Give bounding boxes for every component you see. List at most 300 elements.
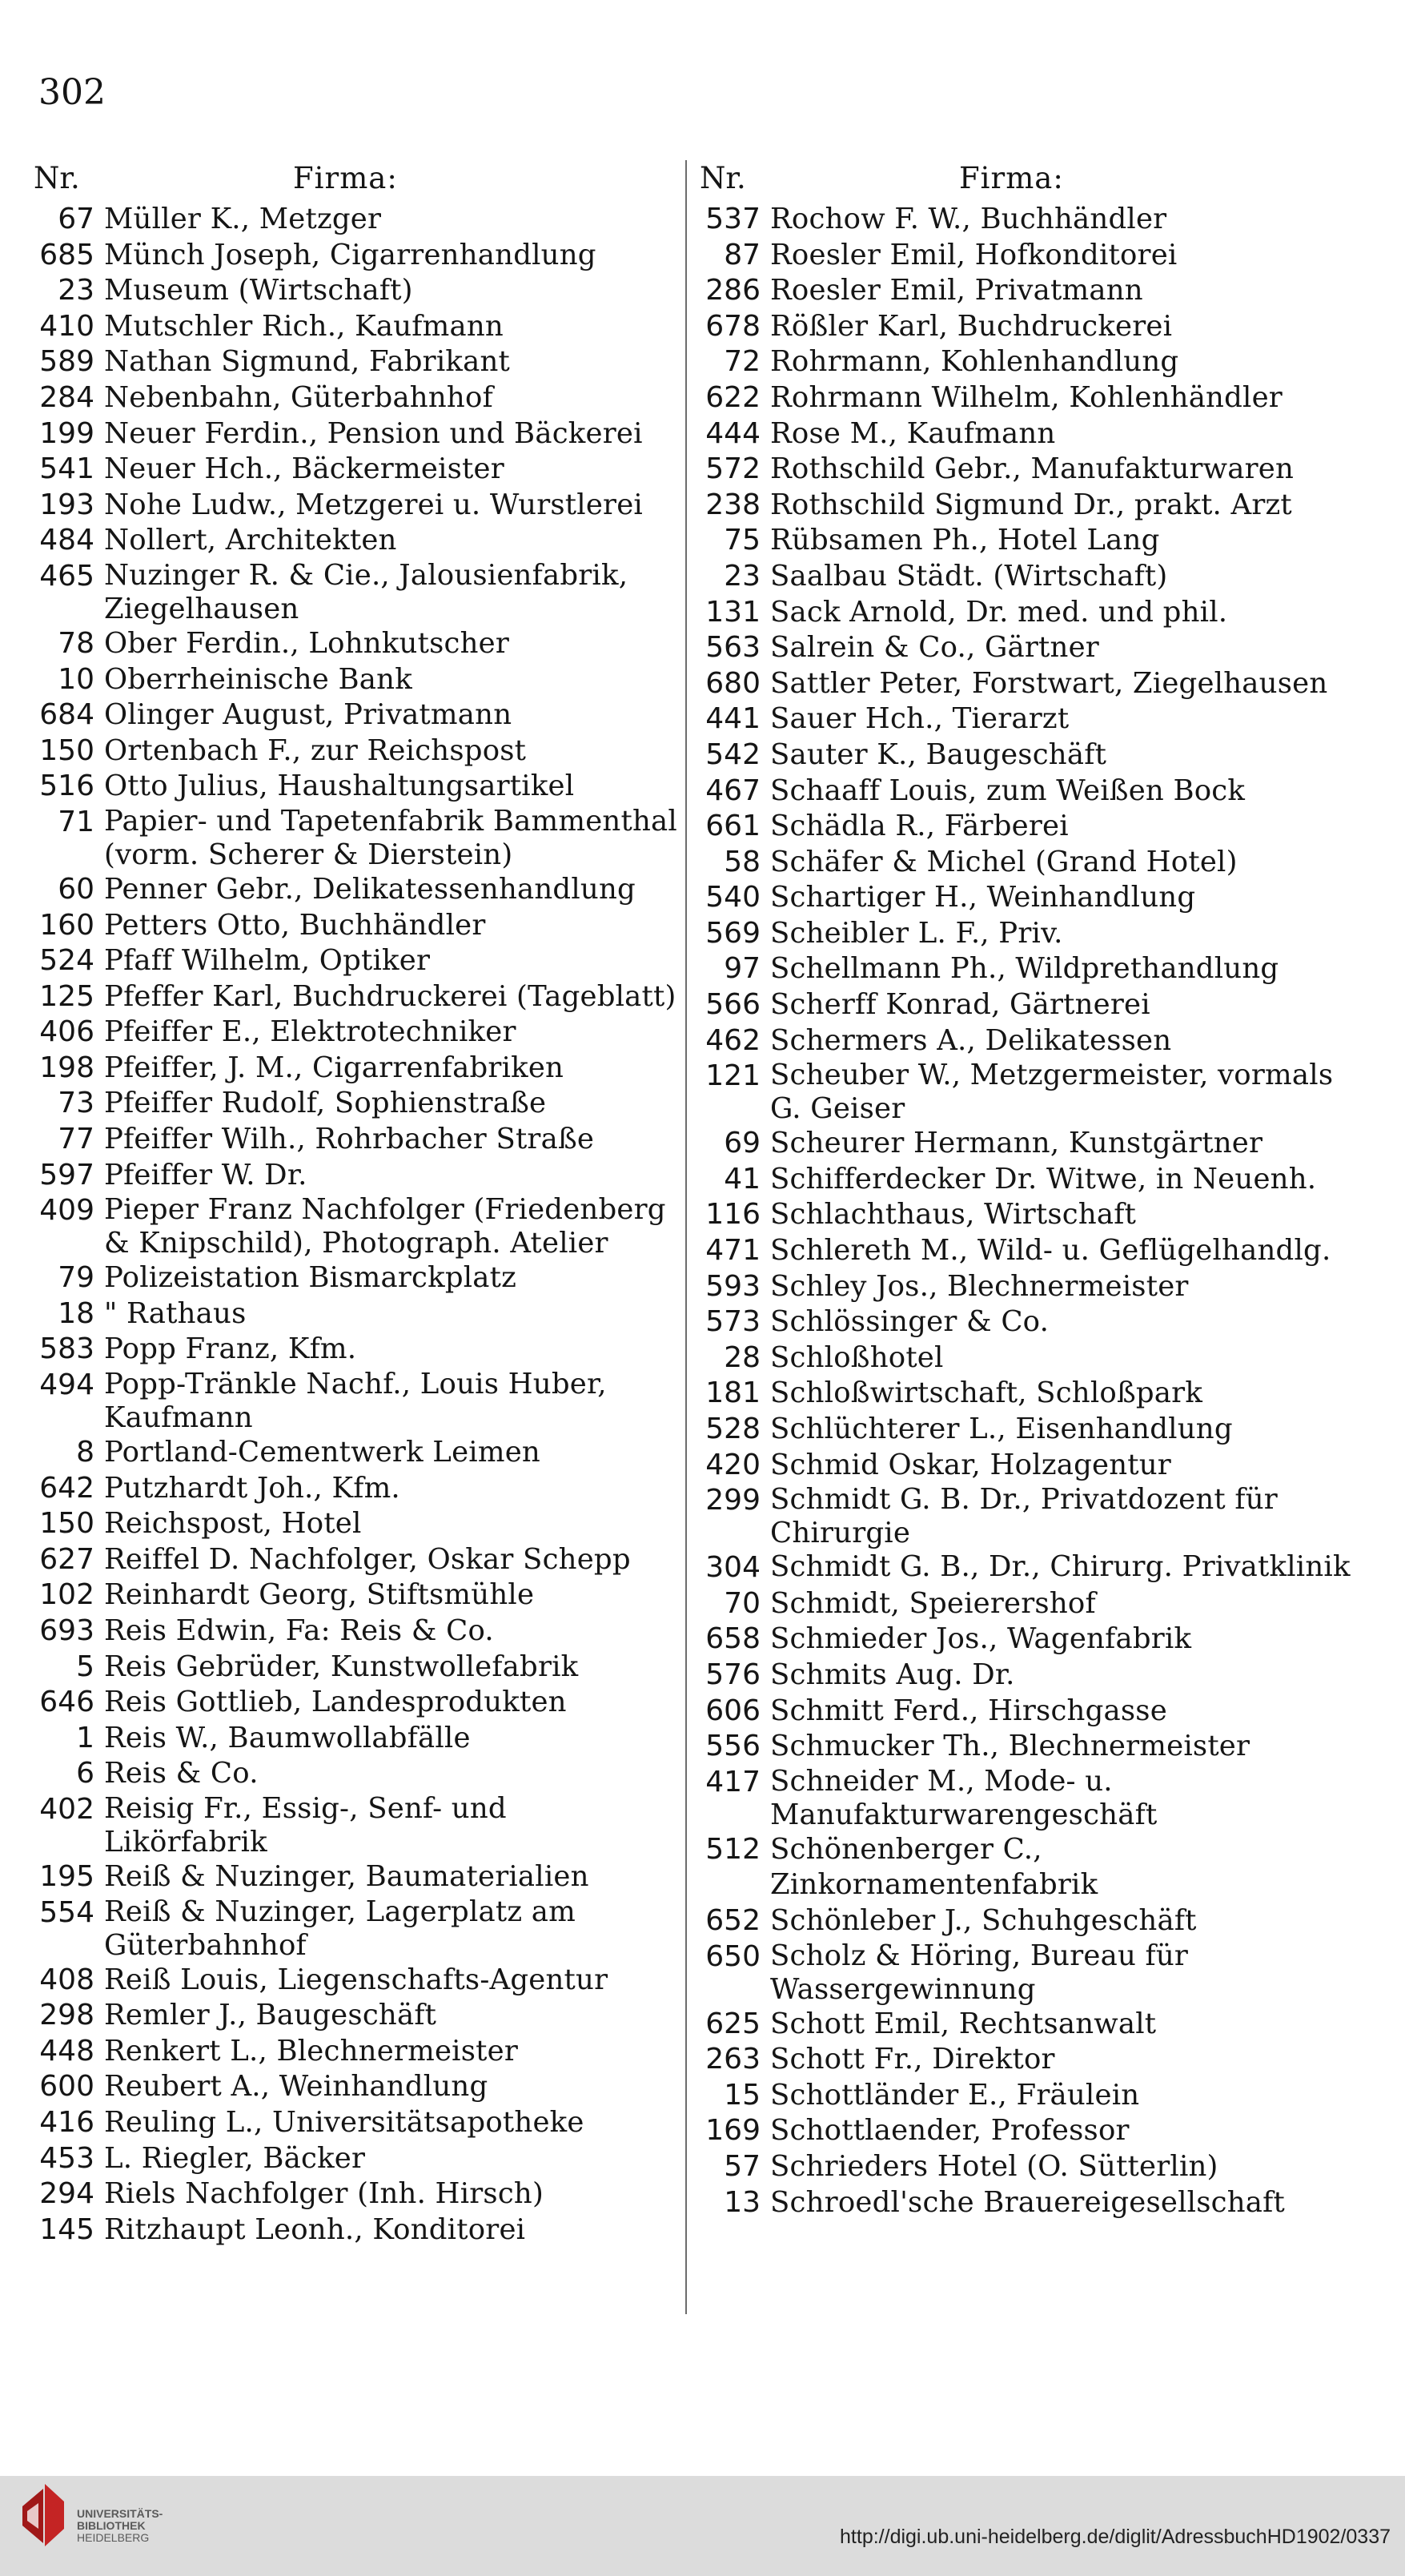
directory-entry (695, 880, 1351, 916)
entry-number: 73 (58, 1087, 94, 1120)
entry-firm-name: Rohrmann Wilhelm, Kohlenhändler (770, 380, 1283, 414)
directory-entry (695, 1126, 1351, 1162)
directory-entry (695, 1340, 1351, 1376)
entry-number: 198 (39, 1051, 94, 1084)
entry-number: 444 (705, 416, 761, 450)
entry-firm-name: Schloßwirtschaft, Schloßpark (770, 1376, 1203, 1410)
entry-firm-name: Reubert A., Weinhandlung (104, 2070, 488, 2104)
entry-number: 467 (705, 774, 761, 807)
entry-firm-name: Schmidt G. B., Dr., Chirurg. Privatklinik (770, 1550, 1351, 1584)
directory-entry (695, 2078, 1351, 2114)
entry-firm-name: Schlereth M., Wild- u. Geflügelhandlg. (770, 1234, 1331, 1268)
entry-firm-name: Schmidt G. B. Dr., Privatdozent für Chirurgie (770, 1483, 1278, 1550)
entry-firm-name: Schloßhotel (770, 1340, 944, 1374)
entry-firm-name: Schmucker Th., Blechnermeister (770, 1730, 1250, 1763)
directory-entry (29, 662, 677, 698)
directory-entry (695, 202, 1351, 238)
entry-firm-name: Schott Emil, Rechtsanwalt (770, 2007, 1157, 2040)
entry-firm-name: Oberrheinische Bank (104, 662, 412, 696)
entry-number: 512 (705, 1832, 761, 1866)
directory-entry (29, 488, 677, 524)
entry-firm-name: Reis Gottlieb, Landesprodukten (104, 1686, 567, 1719)
left-entries (29, 202, 677, 2248)
entry-firm-name: Popp-Tränkle Nachf., Louis Huber, Kaufmann (104, 1368, 607, 1435)
entry-firm-name: Schmieder Jos., Wagenfabrik (770, 1622, 1192, 1656)
directory-entry (29, 2141, 677, 2177)
entry-firm-name: Pieper Franz Nachfolger (Friedenberg & Knipschild), Photograph. Atelier (104, 1193, 666, 1260)
directory-entry (695, 1586, 1351, 1622)
entry-firm-name: Reis Edwin, Fa: Reis & Co. (104, 1614, 494, 1647)
directory-entry (695, 701, 1351, 737)
entry-firm-name: Schermers A., Delikatessen (770, 1023, 1172, 1057)
entry-firm-name: Schädla R., Färberei (770, 810, 1069, 843)
left-column-header (29, 155, 677, 202)
entry-number: 537 (705, 203, 761, 235)
entry-number: 680 (705, 666, 761, 700)
directory-entry (695, 845, 1351, 881)
directory-entry (695, 630, 1351, 666)
logo-line: HEIDELBERG (77, 2531, 150, 2544)
entry-firm-name: Schönleber J., Schuhgeschäft (770, 1903, 1197, 1937)
entry-firm-name: Müller K., Metzger (104, 203, 382, 235)
entry-firm-name: Nuzinger R. & Cie., Jalousienfabrik, Ziegelhausen (104, 558, 628, 625)
entry-number: 416 (39, 2105, 94, 2139)
entry-firm-name: Papier- und Tapetenfabrik Bammenthal (vorm. Scherer & Dierstein) (104, 804, 677, 871)
entry-number: 8 (76, 1436, 94, 1469)
directory-entry (695, 737, 1351, 774)
directory-entry (695, 1765, 1351, 1832)
entry-firm-name: Nohe Ludw., Metzgerei u. Wurstlerei (104, 488, 643, 521)
entry-firm-name: Nathan Sigmund, Fabrikant (104, 345, 510, 379)
entry-firm-name: Ober Ferdin., Lohnkutscher (104, 626, 510, 660)
directory-entry (695, 774, 1351, 810)
entry-firm-name: Schmitt Ferd., Hirschgasse (770, 1694, 1167, 1727)
entry-firm-name: Schottländer E., Fräulein (770, 2078, 1140, 2112)
entry-number: 125 (39, 979, 94, 1013)
directory-entry (695, 1939, 1351, 2007)
entry-number: 28 (724, 1340, 761, 1374)
entry-number: 23 (724, 559, 761, 593)
directory-entry (695, 2185, 1351, 2221)
entry-firm-name: Münch Joseph, Cigarrenhandlung (104, 238, 596, 271)
entry-number: 642 (39, 1471, 94, 1505)
entry-firm-name: Petters Otto, Buchhändler (104, 908, 486, 942)
directory-entry (695, 2007, 1351, 2043)
directory-entry (695, 1729, 1351, 1765)
entry-number: 199 (39, 416, 94, 450)
entry-firm-name: Schmidt, Speierershof (770, 1586, 1096, 1620)
page-number: 302 (38, 72, 106, 113)
entry-firm-name: Reiffel D. Nachfolger, Oskar Schepp (104, 1542, 631, 1576)
entry-number: 193 (39, 488, 94, 521)
entry-number: 554 (39, 1895, 94, 1929)
directory-entry (29, 908, 677, 944)
directory-entry (29, 1963, 677, 1999)
entry-number: 87 (724, 238, 761, 271)
entry-firm-name: Schaaff Louis, zum Weißen Bock (770, 774, 1246, 807)
entry-firm-name: Schifferdecker Dr. Witwe, in Neuenh. (770, 1162, 1317, 1196)
entry-number: 462 (705, 1023, 761, 1057)
entry-firm-name: Sattler Peter, Forstwart, Ziegelhausen (770, 666, 1328, 700)
entry-firm-name: Scheurer Hermann, Kunstgärtner (770, 1127, 1263, 1160)
directory-entry (695, 1903, 1351, 1939)
directory-entry (29, 733, 677, 770)
directory-entry (695, 1162, 1351, 1198)
entry-number: 181 (705, 1376, 761, 1410)
entry-number: 286 (705, 274, 761, 307)
entry-firm-name: Schneider M., Mode- u. Manufakturwarengeschäft (770, 1764, 1158, 1831)
entry-number: 72 (724, 345, 761, 379)
entry-firm-name: Pfeiffer W. Dr. (104, 1158, 307, 1192)
directory-entry (29, 1721, 677, 1757)
entry-firm-name: Ritzhaupt Leonh., Konditorei (104, 2212, 526, 2246)
entry-number: 1 (76, 1721, 94, 1754)
directory-entry (29, 1614, 677, 1650)
entry-number: 150 (39, 733, 94, 767)
directory-entry (695, 344, 1351, 380)
directory-entry (29, 452, 677, 488)
entry-number: 18 (58, 1296, 94, 1330)
directory-entry (29, 1542, 677, 1578)
entry-firm-name: Rößler Karl, Buchdruckerei (770, 309, 1173, 343)
entry-firm-name: Reis & Co. (104, 1757, 259, 1790)
entry-number: 465 (39, 559, 94, 593)
entry-firm-name: Schäfer & Michel (Grand Hotel) (770, 845, 1238, 878)
entry-firm-name: Pfaff Wilhelm, Optiker (104, 944, 431, 978)
directory-entry (29, 1332, 677, 1368)
entry-firm-name: Penner Gebr., Delikatessenhandlung (104, 872, 636, 906)
entry-number: 409 (39, 1194, 94, 1228)
entry-number: 6 (76, 1757, 94, 1790)
entry-number: 566 (705, 988, 761, 1022)
entry-firm-name: Roesler Emil, Privatmann (770, 274, 1143, 307)
directory-entry (695, 666, 1351, 702)
directory-entry (29, 1895, 677, 1963)
entry-number: 238 (705, 488, 761, 521)
entry-number: 417 (705, 1765, 761, 1798)
entry-number: 650 (705, 1939, 761, 1973)
entry-firm-name: Scheuber W., Metzgermeister, vormals G. Geiser (770, 1059, 1334, 1126)
directory-entry (29, 1158, 677, 1194)
entry-firm-name: Reiß & Nuzinger, Lagerplatz am Güterbahnhof (104, 1895, 576, 1962)
right-column-header (695, 155, 1351, 202)
directory-entry (695, 951, 1351, 987)
directory-entry (695, 1694, 1351, 1730)
entry-number: 402 (39, 1792, 94, 1826)
entry-number: 573 (705, 1305, 761, 1339)
entry-number: 576 (705, 1658, 761, 1691)
directory-entry (29, 309, 677, 345)
entry-number: 294 (39, 2177, 94, 2211)
entry-number: 494 (39, 1368, 94, 1402)
directory-entry (29, 1859, 677, 1895)
directory-entry (695, 1550, 1351, 1586)
entry-number: 420 (705, 1448, 761, 1481)
directory-entry (29, 1998, 677, 2034)
directory-entry (695, 1832, 1351, 1903)
directory-entry (695, 809, 1351, 845)
directory-entry (29, 1756, 677, 1792)
directory-entry (695, 2113, 1351, 2149)
entry-number: 589 (39, 345, 94, 379)
entry-number: 622 (705, 380, 761, 414)
entry-number: 77 (58, 1123, 94, 1156)
entry-number: 600 (39, 2070, 94, 2104)
entry-number: 563 (705, 631, 761, 665)
directory-entry (29, 1086, 677, 1122)
entry-firm-name: Reis W., Baumwollabfälle (104, 1721, 471, 1754)
entry-firm-name: Rochow F. W., Buchhändler (770, 203, 1167, 235)
entry-firm-name: Mutschler Rich., Kaufmann (104, 309, 504, 343)
entry-number: 583 (39, 1332, 94, 1366)
directory-entry (29, 1685, 677, 1721)
directory-entry (29, 1051, 677, 1087)
directory-entry (695, 523, 1351, 559)
entry-number: 41 (724, 1162, 761, 1196)
entry-number: 606 (705, 1694, 761, 1727)
entry-firm-name: Schellmann Ph., Wildprethandlung (770, 952, 1279, 986)
directory-entry (695, 1483, 1351, 1550)
directory-entry (695, 1658, 1351, 1694)
directory-entry (29, 2212, 677, 2248)
entry-number: 116 (705, 1198, 761, 1232)
directory-entry (29, 2034, 677, 2070)
directory-entry (29, 1368, 677, 1435)
directory-entry (29, 943, 677, 979)
entry-firm-name: Rübsamen Ph., Hotel Lang (770, 524, 1160, 557)
entry-number: 298 (39, 1999, 94, 2032)
directory-entry (29, 769, 677, 805)
entry-firm-name: Museum (Wirtschaft) (104, 274, 413, 307)
entry-number: 627 (39, 1542, 94, 1576)
entry-firm-name: Pfeffer Karl, Buchdruckerei (Tageblatt) (104, 979, 676, 1013)
entry-firm-name: Otto Julius, Haushaltungsartikel (104, 770, 575, 803)
entry-firm-name: Putzhardt Joh., Kfm. (104, 1471, 400, 1505)
logo-line: UNIVERSITÄTS- (77, 2507, 163, 2520)
entry-number: 75 (724, 524, 761, 557)
entry-number: 597 (39, 1158, 94, 1192)
entry-firm-name: Schrieders Hotel (O. Sütterlin) (770, 2149, 1218, 2183)
entry-number: 23 (58, 274, 94, 307)
entry-number: 646 (39, 1686, 94, 1719)
entry-number: 102 (39, 1578, 94, 1612)
entry-number: 13 (724, 2185, 761, 2219)
entry-number: 684 (39, 698, 94, 732)
entry-firm-name: " Rathaus (104, 1296, 247, 1330)
nr-heading: Nr. (34, 161, 80, 195)
entry-number: 79 (58, 1261, 94, 1295)
entry-firm-name: Nollert, Architekten (104, 524, 397, 557)
entry-firm-name: Schlössinger & Co. (770, 1305, 1050, 1339)
column-divider (685, 160, 687, 2314)
directory-entry (695, 273, 1351, 309)
firma-heading: Firma: (959, 161, 1064, 195)
entry-firm-name: Pfeiffer E., Elektrotechniker (104, 1015, 516, 1049)
entry-number: 121 (705, 1059, 761, 1093)
library-logo-text (77, 2508, 163, 2544)
directory-entry (29, 872, 677, 908)
entry-number: 661 (705, 810, 761, 843)
firma-heading: Firma: (293, 161, 398, 195)
entry-firm-name: Reiß Louis, Liegenschafts-Agentur (104, 1963, 608, 1996)
directory-entry (695, 987, 1351, 1023)
directory-entry (695, 380, 1351, 416)
directory-entry (695, 595, 1351, 631)
entry-number: 70 (724, 1586, 761, 1620)
entry-firm-name: Roesler Emil, Hofkonditorei (770, 238, 1178, 271)
entry-number: 541 (39, 452, 94, 486)
entry-firm-name: Schmits Aug. Dr. (770, 1658, 1015, 1691)
entry-firm-name: Nebenbahn, Güterbahnhof (104, 380, 493, 414)
entry-number: 304 (705, 1551, 761, 1585)
entry-firm-name: Schlüchterer L., Eisenhandlung (770, 1413, 1233, 1445)
entry-firm-name: Rose M., Kaufmann (770, 416, 1056, 450)
directory-entry (29, 1122, 677, 1158)
directory-entry (29, 2069, 677, 2105)
entry-firm-name: Reiß & Nuzinger, Baumaterialien (104, 1859, 589, 1893)
directory-entry (29, 344, 677, 380)
entry-firm-name: Scheibler L. F., Priv. (770, 916, 1063, 950)
directory-entry (29, 697, 677, 733)
entry-firm-name: Pfeiffer Wilh., Rohrbacher Straße (104, 1123, 595, 1156)
directory-entry (695, 1412, 1351, 1448)
entry-firm-name: Ortenbach F., zur Reichspost (104, 733, 527, 767)
entry-number: 572 (705, 452, 761, 486)
entry-number: 15 (724, 2078, 761, 2112)
entry-number: 195 (39, 1859, 94, 1893)
entry-number: 169 (705, 2114, 761, 2148)
entry-number: 71 (58, 805, 94, 838)
directory-entry (29, 1506, 677, 1542)
entry-number: 556 (705, 1730, 761, 1763)
entry-firm-name: Neuer Hch., Bäckermeister (104, 452, 504, 486)
entry-number: 441 (705, 702, 761, 736)
entry-firm-name: Scholz & Höring, Bureau für Wassergewinnung (770, 1939, 1189, 2006)
entry-firm-name: Reichspost, Hotel (104, 1507, 362, 1541)
entry-firm-name: Schroedl'sche Brauereigesellschaft (770, 2185, 1285, 2219)
entry-firm-name: Schott Fr., Direktor (770, 2043, 1055, 2076)
entry-number: 284 (39, 380, 94, 414)
entry-number: 58 (724, 845, 761, 878)
entry-number: 263 (705, 2043, 761, 2076)
entry-number: 410 (39, 309, 94, 343)
directory-entry (695, 1269, 1351, 1305)
entry-firm-name: Schmid Oskar, Holzagentur (770, 1448, 1171, 1481)
directory-entry (695, 559, 1351, 595)
entry-firm-name: Rothschild Sigmund Dr., prakt. Arzt (770, 488, 1292, 521)
entry-number: 78 (58, 626, 94, 660)
entry-number: 67 (58, 203, 94, 235)
directory-entry (695, 238, 1351, 274)
directory-entry (29, 416, 677, 452)
entry-number: 5 (76, 1650, 94, 1683)
university-seal-icon (16, 2476, 70, 2556)
entry-number: 678 (705, 309, 761, 343)
directory-entry (29, 273, 677, 309)
entry-firm-name: Riels Nachfolger (Inh. Hirsch) (104, 2177, 544, 2211)
directory-entry (695, 916, 1351, 952)
directory-entry (29, 238, 677, 274)
entry-firm-name: Neuer Ferdin., Pension und Bäckerei (104, 416, 643, 450)
directory-entry (29, 2105, 677, 2141)
nr-heading: Nr. (700, 161, 746, 195)
entry-number: 593 (705, 1269, 761, 1303)
left-column (29, 155, 677, 2248)
entry-number: 160 (39, 908, 94, 942)
source-url-link[interactable]: http://digi.ub.uni-heidelberg.de/diglit/AdressbuchHD1902/0337 (840, 2526, 1391, 2548)
directory-entry (695, 416, 1351, 452)
right-column (695, 155, 1351, 2220)
entry-firm-name: Salrein & Co., Gärtner (770, 631, 1099, 665)
entry-firm-name: Schlachthaus, Wirtschaft (770, 1198, 1137, 1232)
entry-firm-name: Pfeiffer, J. M., Cigarrenfabriken (104, 1051, 564, 1084)
entry-number: 69 (724, 1127, 761, 1160)
entry-number: 625 (705, 2007, 761, 2040)
entry-number: 524 (39, 944, 94, 978)
directory-entry (695, 1304, 1351, 1340)
directory-entry (29, 1296, 677, 1332)
entry-number: 471 (705, 1234, 761, 1268)
directory-entry (695, 1376, 1351, 1412)
right-entries (695, 202, 1351, 2220)
entry-number: 569 (705, 916, 761, 950)
directory-entry (29, 1471, 677, 1507)
directory-entry (29, 1260, 677, 1296)
entry-firm-name: Scherff Konrad, Gärtnerei (770, 988, 1150, 1022)
entry-firm-name: Sauer Hch., Tierarzt (770, 702, 1070, 736)
directory-entry (695, 1233, 1351, 1269)
directory-entry (695, 1448, 1351, 1484)
entry-number: 453 (39, 2141, 94, 2175)
entry-firm-name: Schönenberger C., Zinkornamentenfabrik (770, 1832, 1098, 1902)
entry-number: 516 (39, 770, 94, 803)
entry-firm-name: Polizeistation Bismarckplatz (104, 1261, 517, 1295)
directory-entry (29, 2176, 677, 2212)
directory-entry (29, 1650, 677, 1686)
directory-entry (29, 1015, 677, 1051)
directory-entry (695, 1197, 1351, 1233)
entry-number: 10 (58, 662, 94, 696)
directory-entry (29, 626, 677, 662)
directory-entry (29, 380, 677, 416)
entry-firm-name: Schartiger H., Weinhandlung (770, 881, 1196, 914)
entry-number: 60 (58, 872, 94, 906)
entry-firm-name: Remler J., Baugeschäft (104, 1999, 437, 2032)
directory-entry (29, 1577, 677, 1614)
directory-entry (29, 979, 677, 1015)
directory-entry (29, 1435, 677, 1471)
logo-line: BIBLIOTHEK (77, 2519, 146, 2532)
entry-number: 693 (39, 1614, 94, 1647)
entry-firm-name: Reisig Fr., Essig-, Senf- und Likörfabrik (104, 1791, 507, 1859)
entry-number: 131 (705, 595, 761, 629)
entry-number: 652 (705, 1903, 761, 1937)
entry-number: 685 (39, 238, 94, 271)
entry-firm-name: Schley Jos., Blechnermeister (770, 1269, 1189, 1303)
directory-entry (695, 2042, 1351, 2078)
directory-entry (695, 1622, 1351, 1658)
entry-number: 406 (39, 1015, 94, 1049)
entry-number: 408 (39, 1963, 94, 1996)
directory-entry (29, 559, 677, 626)
entry-firm-name: Sauter K., Baugeschäft (770, 737, 1107, 771)
entry-number: 448 (39, 2034, 94, 2068)
entry-firm-name: Olinger August, Privatmann (104, 698, 512, 732)
entry-firm-name: Reis Gebrüder, Kunstwollefabrik (104, 1650, 579, 1683)
entry-number: 484 (39, 524, 94, 557)
directory-entry (695, 309, 1351, 345)
entry-number: 299 (705, 1484, 761, 1517)
